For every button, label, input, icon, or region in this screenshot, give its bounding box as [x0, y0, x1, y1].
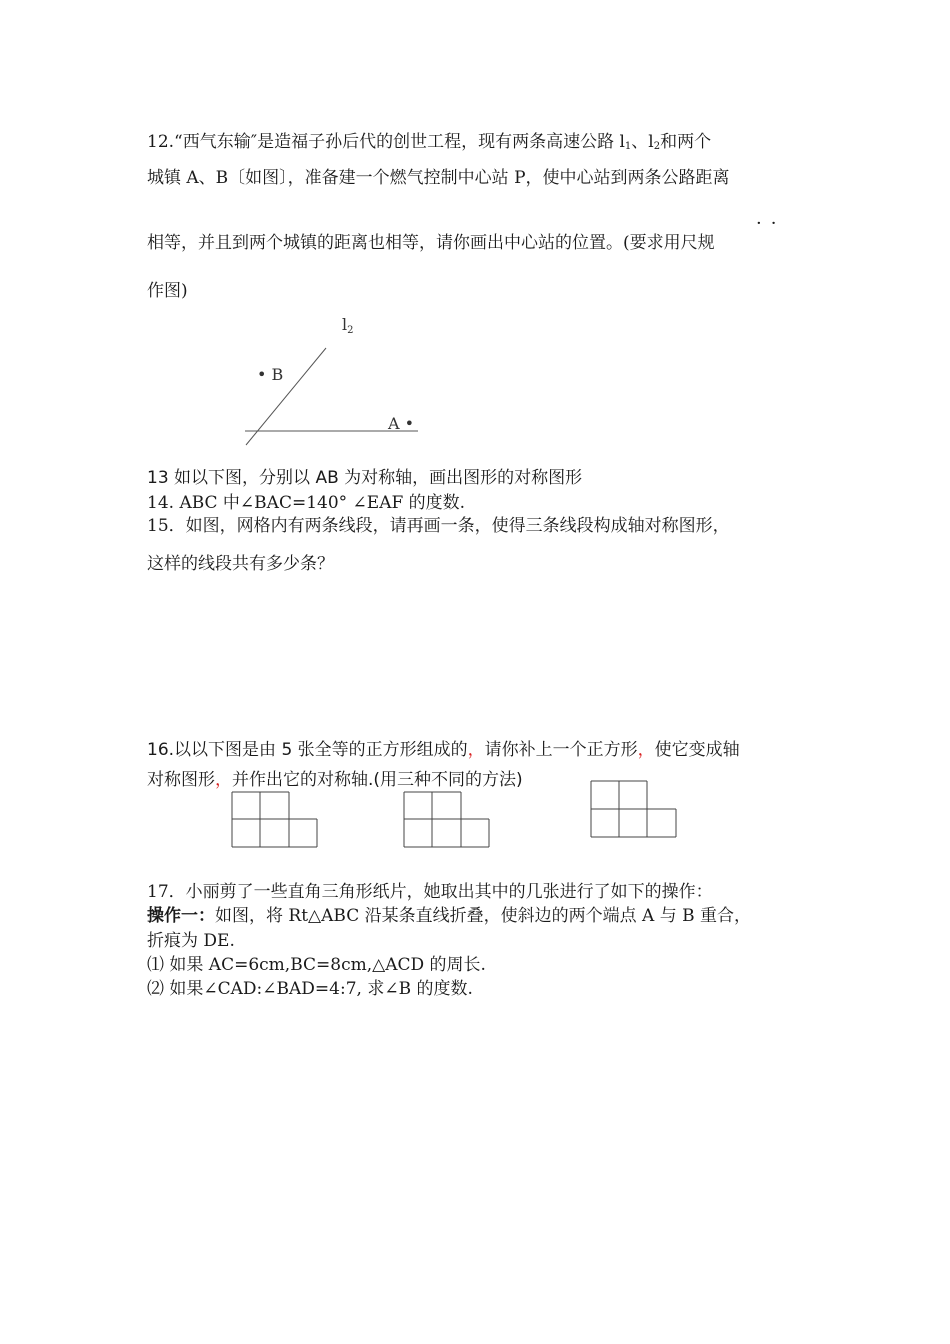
- q17-line-3: 折痕为 DE.: [147, 931, 235, 951]
- q12-line-3: 相等，并且到两个城镇的距离也相等，请你画出中心站的位置。(要求用尺规: [147, 233, 715, 253]
- q16-line-2: [147, 765, 523, 790]
- q12-text-1a: 12.“西气东输″是造福子孙后代的创世工程，现有两条高速公路 l: [147, 132, 625, 152]
- q12-sub-1: 1: [624, 141, 632, 152]
- label-point-a: A •: [388, 414, 415, 433]
- q17-op-label: 操作一：: [147, 906, 215, 926]
- emphasis-dots: ··: [756, 213, 786, 234]
- q14-text: 14. ABC 中∠BAC=140° ∠EAF 的度数.: [147, 493, 466, 513]
- q16-red-comma-2: ，: [637, 740, 655, 760]
- q15-line-2: 这样的线段共有多少条？: [147, 554, 334, 574]
- q16-text-1b: 请你补上一个正方形: [484, 740, 638, 760]
- q16-red-comma-1: ，: [467, 740, 485, 760]
- label-l2: l2: [342, 315, 354, 336]
- q16-line-1: [147, 735, 740, 760]
- q17-line-4: ⑴ 如果 AC=6cm,BC=8cm,△ACD 的周长.: [147, 955, 486, 975]
- q17-line-2: [147, 901, 751, 926]
- q16-grid-1: [232, 792, 317, 847]
- q16-text-2b: 并作出它的对称轴.(用三种不同的方法): [232, 770, 523, 790]
- q12-line-4: 作图): [147, 281, 188, 301]
- q16-text-1a: 16.以以下图是由 5 张全等的正方形组成的: [147, 740, 468, 760]
- q16-red-comma-3: ，: [215, 770, 232, 790]
- q17-line-5: ⑵ 如果∠CAD:∠BAD=4:7, 求∠B 的度数.: [147, 979, 473, 999]
- q16-text-2a: 对称图形: [147, 770, 215, 790]
- q13-text: 13 如以下图，分别以 AB 为对称轴，画出图形的对称图形: [147, 468, 583, 488]
- q17-text-2: 如图，将 Rt△ABC 沿某条直线折叠，使斜边的两个端点 A 与 B 重合，: [215, 906, 751, 926]
- q17-line-1: 17．小丽剪了一些直角三角形纸片，她取出其中的几张进行了如下的操作：: [147, 882, 713, 902]
- q15-line-1: 15．如图，网格内有两条线段，请再画一条，使得三条线段构成轴对称图形，: [147, 516, 730, 536]
- q12-text-1c: 和两个: [660, 132, 712, 152]
- q12-line-2: 城镇 A、B〔如图〕，准备建一个燃气控制中心站 P，使中心站到两条公路距离: [147, 168, 730, 188]
- line-l2: [246, 348, 326, 445]
- q16-grid-2: [404, 792, 489, 847]
- q12-sub-2: 2: [653, 141, 661, 152]
- q16-text-1c: 使它变成轴: [654, 740, 740, 760]
- q16-grid-3: [591, 781, 676, 837]
- q12-text-1b: 、l: [631, 132, 654, 152]
- label-point-b: • B: [257, 365, 284, 384]
